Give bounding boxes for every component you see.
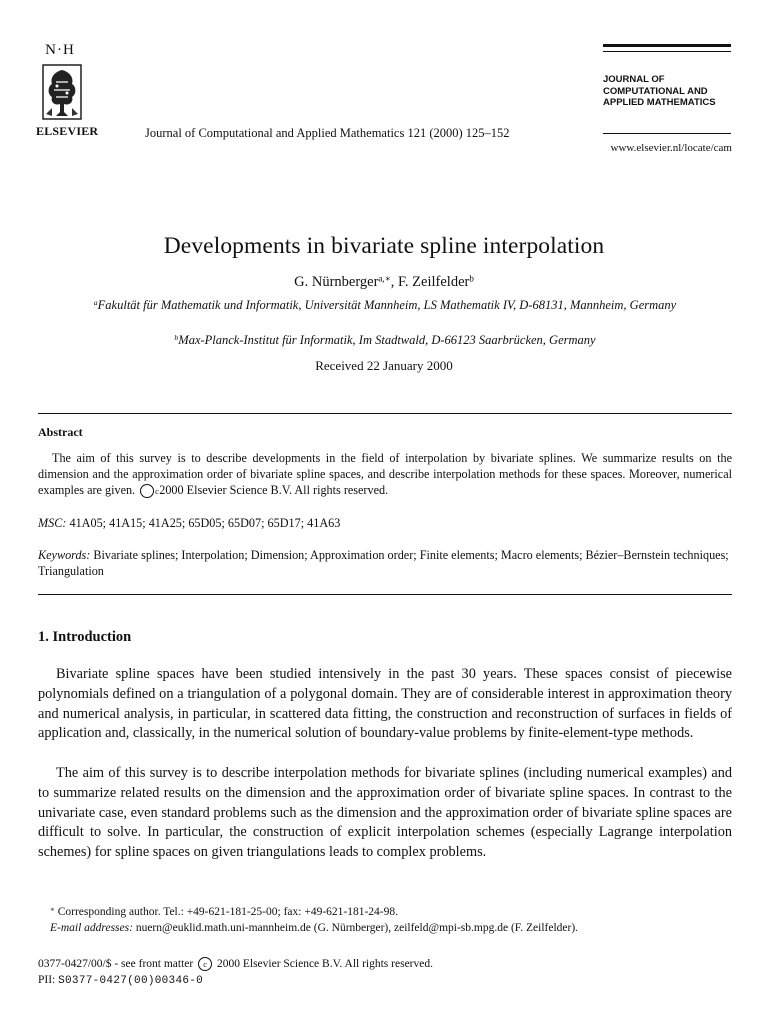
front-matter-copyright: 2000 Elsevier Science B.V. All rights reserved. [216, 958, 433, 970]
author-name: G. Nürnberger [294, 274, 379, 290]
pii-line [38, 972, 203, 989]
journal-brand-title [603, 74, 731, 109]
elsevier-tree-icon [42, 64, 82, 120]
email-addresses: nuern@euklid.math.uni-mannheim.de (G. Nürnberger), zeilfeld@mpi-sb.mpg.de (F. Zeilfelder). [135, 922, 579, 934]
pii-value: S0377-0427(00)00346-0 [58, 975, 204, 987]
divider [38, 594, 732, 595]
brand-rule-bottom [603, 133, 731, 134]
author-list [0, 274, 768, 291]
author-name: F. Zeilfelder [398, 274, 470, 290]
affiliation-a [60, 297, 710, 313]
affiliation-text: Fakultät für Mathematik und Informatik, Universität Mannheim, LS Mathematik IV, D-68131, Mannheim, Germany [97, 298, 677, 312]
msc-label: MSC: [38, 516, 67, 530]
journal-url[interactable]: www.elsevier.nl/locate/cam [610, 142, 732, 154]
publisher-logo [30, 42, 102, 142]
brand-rule-thick [603, 44, 731, 47]
email-label: E-mail addresses: [50, 922, 133, 934]
affiliation-mark: b [174, 333, 179, 343]
pii-label: PII: [38, 974, 56, 986]
msc-values: 41A05; 41A15; 41A25; 65D05; 65D07; 65D17; 41A63 [69, 516, 341, 530]
brand-line: JOURNAL OF [603, 74, 665, 85]
brand-line: COMPUTATIONAL AND [603, 85, 708, 97]
footnote-mark: ∗ [50, 905, 55, 914]
front-matter [38, 956, 433, 972]
divider [38, 413, 732, 414]
corresponding-text: Corresponding author. Tel.: +49-621-181-25-00; fax: +49-621-181-24-98. [57, 906, 399, 918]
abstract-copyright: 2000 Elsevier Science B.V. All rights reserved. [159, 483, 389, 497]
author-separator: , [390, 274, 399, 290]
intro-paragraph-2: The aim of this survey is to describe interpolation methods for bivariate splines (including numerical examples) and to summarize related results on the dimension and the approximation order of bivariate spline spaces. In contrast to the univariate case, even standard problems such as the dimension and the approximation order of bivariate spline spaces are difficult to solve. In particular, the construction of explicit interpolation schemes (especially Lagrange interpolation schemes) for spline spaces on given triangulations leads to complex problems. [38, 765, 732, 861]
publisher-mark: N·H [45, 42, 75, 58]
keywords-label: Keywords: [38, 548, 91, 562]
brand-line: APPLIED MATHEMATICS [603, 97, 716, 108]
author-affil-mark: b [469, 273, 474, 284]
front-matter-text: 0377-0427/00/$ - see front matter [38, 958, 194, 970]
copyright-icon: c [198, 957, 212, 971]
corresponding-footnote [38, 905, 744, 920]
keywords [38, 547, 732, 579]
email-footnote [38, 921, 744, 936]
publisher-name: ELSEVIER [36, 124, 99, 138]
msc-codes [38, 516, 340, 531]
brand-rule-thin [603, 51, 731, 52]
keywords-values: Bivariate splines; Interpolation; Dimension; Approximation order; Finite elements; Macro elements; Bézier–Bernstein techniques; Triangulation [38, 548, 729, 578]
abstract-body: The aim of this survey is to describe developments in the field of interpolation by bivariate splines. We summarize results on the dimension and the approximation order of bivariate spline spaces, and describe interpolation methods for these spaces. Moreover, numerical examples are given. [38, 451, 732, 497]
section-heading: 1. Introduction [38, 629, 132, 645]
journal-brand [603, 44, 731, 109]
affiliation-mark: a [93, 298, 98, 308]
journal-citation: Journal of Computational and Applied Mathematics 121 (2000) 125–152 [145, 126, 510, 140]
copyright-icon: c [140, 484, 154, 498]
received-date: Received 22 January 2000 [315, 358, 453, 373]
author-affil-mark: a,∗ [378, 273, 391, 284]
affiliation-b [60, 332, 710, 348]
affiliation-text: Max-Planck-Institut für Informatik, Im Stadtwald, D-66123 Saarbrücken, Germany [178, 333, 596, 347]
paper-title: Developments in bivariate spline interpolation [163, 233, 605, 259]
intro-paragraph-1: Bivariate spline spaces have been studied intensively in the past 30 years. These spaces consist of piecewise polynomials defined on a triangulation of a polygonal domain. They are of considerable interest in approximation theory and numerical analysis, in particular, in scattered data fitting, the construction and reconstruction of surfaces in fields of application and, classically, in the numerical solution of boundary-value problems by finite-element-type methods. [38, 666, 732, 742]
abstract-heading: Abstract [38, 425, 83, 439]
abstract-text [38, 450, 732, 498]
